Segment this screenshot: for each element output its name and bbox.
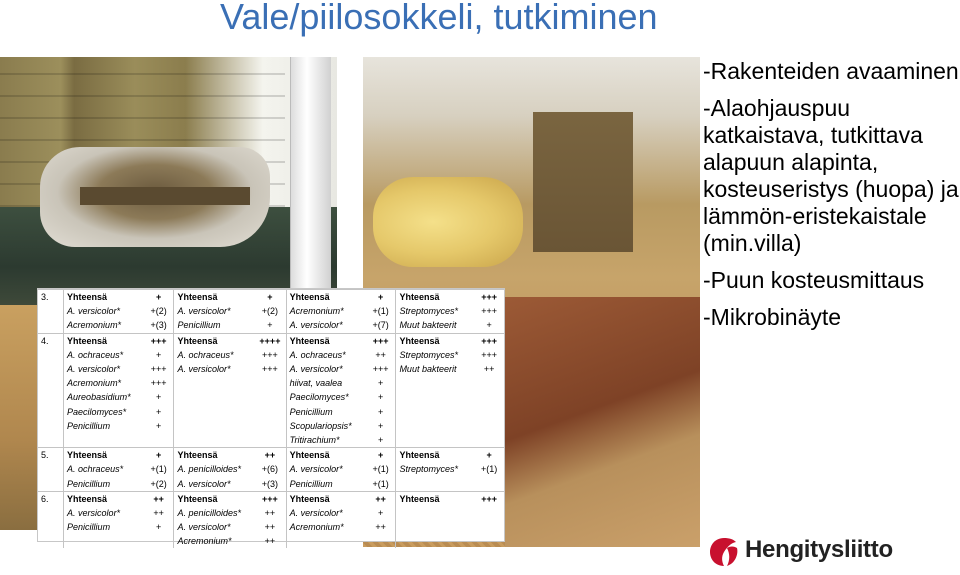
abundance-cell [474,476,504,491]
bullet-item: -Rakenteiden avaaminen [703,58,959,84]
abundance-cell: +++ [372,364,389,375]
organism-cell: A. versicolor* [174,520,254,534]
bullet-list [703,58,960,341]
abundance-cell: +(1) [481,464,498,475]
organism-cell: Streptomyces* [396,348,474,362]
bullet-item: -Alaohjauspuu katkaistava, tutkittava alapuun alapinta, kosteuseristys (huopa) ja lämmön-eristekaistale (min.villa) [703,95,959,256]
sample-number [38,318,64,333]
hengitysliitto-logo [705,530,915,570]
sample-number [38,376,64,390]
photo-wall-opening [0,57,337,307]
abundance-cell: ++ [483,364,495,375]
abundance-cell: +(3) [150,320,167,331]
abundance-cell: + [366,290,396,305]
table-row [38,362,504,376]
table-row [38,405,504,419]
organism-cell: A. ochraceus* [64,462,144,476]
abundance-cell: +(7) [372,320,389,331]
organism-cell: A. ochraceus* [174,348,254,362]
organism-cell [396,390,474,404]
abundance-cell: +++ [481,349,498,360]
table-row [38,491,504,506]
abundance-cell: +++ [262,364,278,375]
abundance-cell: +(2) [150,306,167,317]
sample-number: 4. [38,333,64,348]
organism-cell: Yhteensä [286,491,366,506]
organism-cell: Penicillium [174,318,254,333]
table-row [38,506,504,520]
organism-cell: Aureobasidium* [64,390,144,404]
organism-cell [396,520,474,534]
abundance-cell: +++ [366,333,396,348]
hengitysliitto-logo-icon [707,535,741,569]
abundance-cell [474,376,504,390]
organism-cell [396,419,474,433]
abundance-cell: + [378,392,384,403]
organism-cell: Yhteensä [396,448,474,463]
abundance-cell [254,419,286,433]
organism-cell: Yhteensä [286,448,366,463]
organism-cell: Penicillium [286,405,366,419]
organism-cell [174,390,254,404]
organism-cell [396,433,474,448]
abundance-cell: +(1) [150,464,167,475]
abundance-cell [254,433,286,448]
results-table-grid [38,289,504,548]
organism-cell: A. ochraceus* [64,348,144,362]
sample-number: 6. [38,491,64,506]
abundance-cell: +(1) [372,306,389,317]
abundance-cell: + [378,434,384,445]
sample-number [38,304,64,318]
abundance-cell: +++ [144,333,174,348]
abundance-cell: +++ [474,333,504,348]
organism-cell: Yhteensä [174,290,254,305]
organism-cell [396,476,474,491]
abundance-cell: + [254,290,286,305]
table-row [38,448,504,463]
organism-cell: Yhteensä [64,333,144,348]
sample-number [38,462,64,476]
organism-cell: Yhteensä [64,290,144,305]
abundance-cell: + [156,406,162,417]
abundance-cell: ++ [264,536,276,547]
sample-number [38,390,64,404]
logo-text: Hengitysliitto [745,536,893,563]
abundance-cell [474,390,504,404]
organism-cell [174,419,254,433]
table-row [38,462,504,476]
organism-cell [64,534,144,548]
organism-cell: Penicillium [64,520,144,534]
organism-cell: Tritirachium* [286,433,366,448]
organism-cell: Acremonium* [64,318,144,333]
sample-number [38,520,64,534]
organism-cell: Yhteensä [396,333,474,348]
organism-cell: A. penicilloides* [174,462,254,476]
abundance-cell: +++ [474,491,504,506]
abundance-cell: +(2) [150,478,167,489]
organism-cell [396,534,474,548]
table-row [38,290,504,305]
abundance-cell: +++ [254,491,286,506]
organism-cell: A. versicolor* [286,362,366,376]
sample-number [38,348,64,362]
organism-cell [174,376,254,390]
organism-cell [174,433,254,448]
sample-number [38,362,64,376]
abundance-cell [474,506,504,520]
abundance-cell [474,520,504,534]
organism-cell: Yhteensä [174,448,254,463]
organism-cell: Yhteensä [396,290,474,305]
abundance-cell: + [156,420,162,431]
organism-cell: A. versicolor* [174,362,254,376]
table-row [38,534,504,548]
abundance-cell: +(6) [261,464,279,475]
abundance-cell [144,534,174,548]
organism-cell [286,534,366,548]
organism-cell: Penicillium [64,476,144,491]
table-row [38,419,504,433]
abundance-cell: +++ [150,364,167,375]
organism-cell: Yhteensä [64,448,144,463]
table-row [38,333,504,348]
organism-cell: Muut bakteerit [396,318,474,333]
organism-cell: Yhteensä [64,491,144,506]
table-row [38,318,504,333]
sample-number [38,506,64,520]
abundance-cell [474,433,504,448]
organism-cell: Acremonium* [64,376,144,390]
abundance-cell: ++++ [254,333,286,348]
abundance-cell: + [144,448,174,463]
abundance-cell: ++ [375,522,386,533]
organism-cell: A. versicolor* [64,506,144,520]
organism-cell: Streptomyces* [396,462,474,476]
organism-cell: A. versicolor* [174,304,254,318]
organism-cell: hiivat, vaalea [286,376,366,390]
abundance-cell: ++ [144,491,174,506]
abundance-cell: ++ [153,507,164,518]
table-row [38,304,504,318]
sample-number [38,476,64,491]
abundance-cell: ++ [366,491,396,506]
table-row [38,348,504,362]
sample-number: 5. [38,448,64,463]
organism-cell [396,405,474,419]
organism-cell: Penicillium [286,476,366,491]
organism-cell: A. versicolor* [64,304,144,318]
organism-cell: Acremonium* [286,304,366,318]
abundance-cell: + [486,320,492,331]
organism-cell: A. versicolor* [286,318,366,333]
abundance-cell [474,405,504,419]
abundance-cell: +(1) [372,478,389,489]
microbe-results-table [37,288,505,547]
organism-cell [64,433,144,448]
abundance-cell: + [156,522,162,533]
table-row [38,476,504,491]
sample-number [38,405,64,419]
abundance-cell: + [378,406,384,417]
abundance-cell: + [156,349,162,360]
organism-cell: Yhteensä [286,290,366,305]
abundance-cell [254,376,286,390]
organism-cell [396,376,474,390]
bullet-item: -Puun kosteusmittaus [703,267,925,293]
organism-cell: Acremonium* [174,534,254,548]
organism-cell: Yhteensä [396,491,474,506]
organism-cell [174,405,254,419]
abundance-cell: ++ [254,448,286,463]
organism-cell: Paecilomyces* [64,405,144,419]
table-row [38,433,504,448]
abundance-cell: + [267,320,273,331]
organism-cell: Muut bakteerit [396,362,474,376]
organism-cell: A. versicolor* [286,462,366,476]
photo-edge-right [505,297,700,547]
abundance-cell [254,405,286,419]
photo-edge-left [0,305,40,530]
table-row [38,376,504,390]
abundance-cell [474,419,504,433]
sample-number: 3. [38,290,64,305]
organism-cell: A. versicolor* [174,476,254,491]
abundance-cell: ++ [264,507,276,518]
organism-cell: A. ochraceus* [286,348,366,362]
abundance-cell: + [378,420,384,431]
sample-number [38,419,64,433]
abundance-cell: + [366,448,396,463]
abundance-cell [254,390,286,404]
organism-cell: Penicillium [64,419,144,433]
slide-title: Vale/piilosokkeli, tutkiminen [220,0,658,37]
abundance-cell: + [378,378,384,389]
abundance-cell: + [378,507,384,518]
sample-number [38,534,64,548]
organism-cell: A. versicolor* [286,506,366,520]
sample-number [38,433,64,448]
abundance-cell: + [144,290,174,305]
organism-cell: A. penicilloides* [174,506,254,520]
organism-cell: Yhteensä [174,333,254,348]
abundance-cell [366,534,396,548]
abundance-cell [474,534,504,548]
abundance-cell: +(2) [261,306,279,317]
abundance-cell: +(3) [261,478,279,489]
organism-cell [396,506,474,520]
organism-cell: Paecilomyces* [286,390,366,404]
abundance-cell: +++ [150,378,167,389]
abundance-cell: +(1) [372,464,389,475]
organism-cell: Scopulariopsis* [286,419,366,433]
abundance-cell: +++ [474,290,504,305]
organism-cell: Streptomyces* [396,304,474,318]
organism-cell: Yhteensä [174,491,254,506]
abundance-cell: ++ [264,522,276,533]
abundance-cell: +++ [481,306,498,317]
organism-cell: Acremonium* [286,520,366,534]
organism-cell: A. versicolor* [64,362,144,376]
abundance-cell: ++ [375,349,386,360]
abundance-cell: + [474,448,504,463]
bullet-item: -Mikrobinäyte [703,304,842,330]
abundance-cell: +++ [262,349,278,360]
organism-cell: Yhteensä [286,333,366,348]
abundance-cell: + [156,392,162,403]
table-row [38,390,504,404]
table-row [38,520,504,534]
abundance-cell [144,433,174,448]
